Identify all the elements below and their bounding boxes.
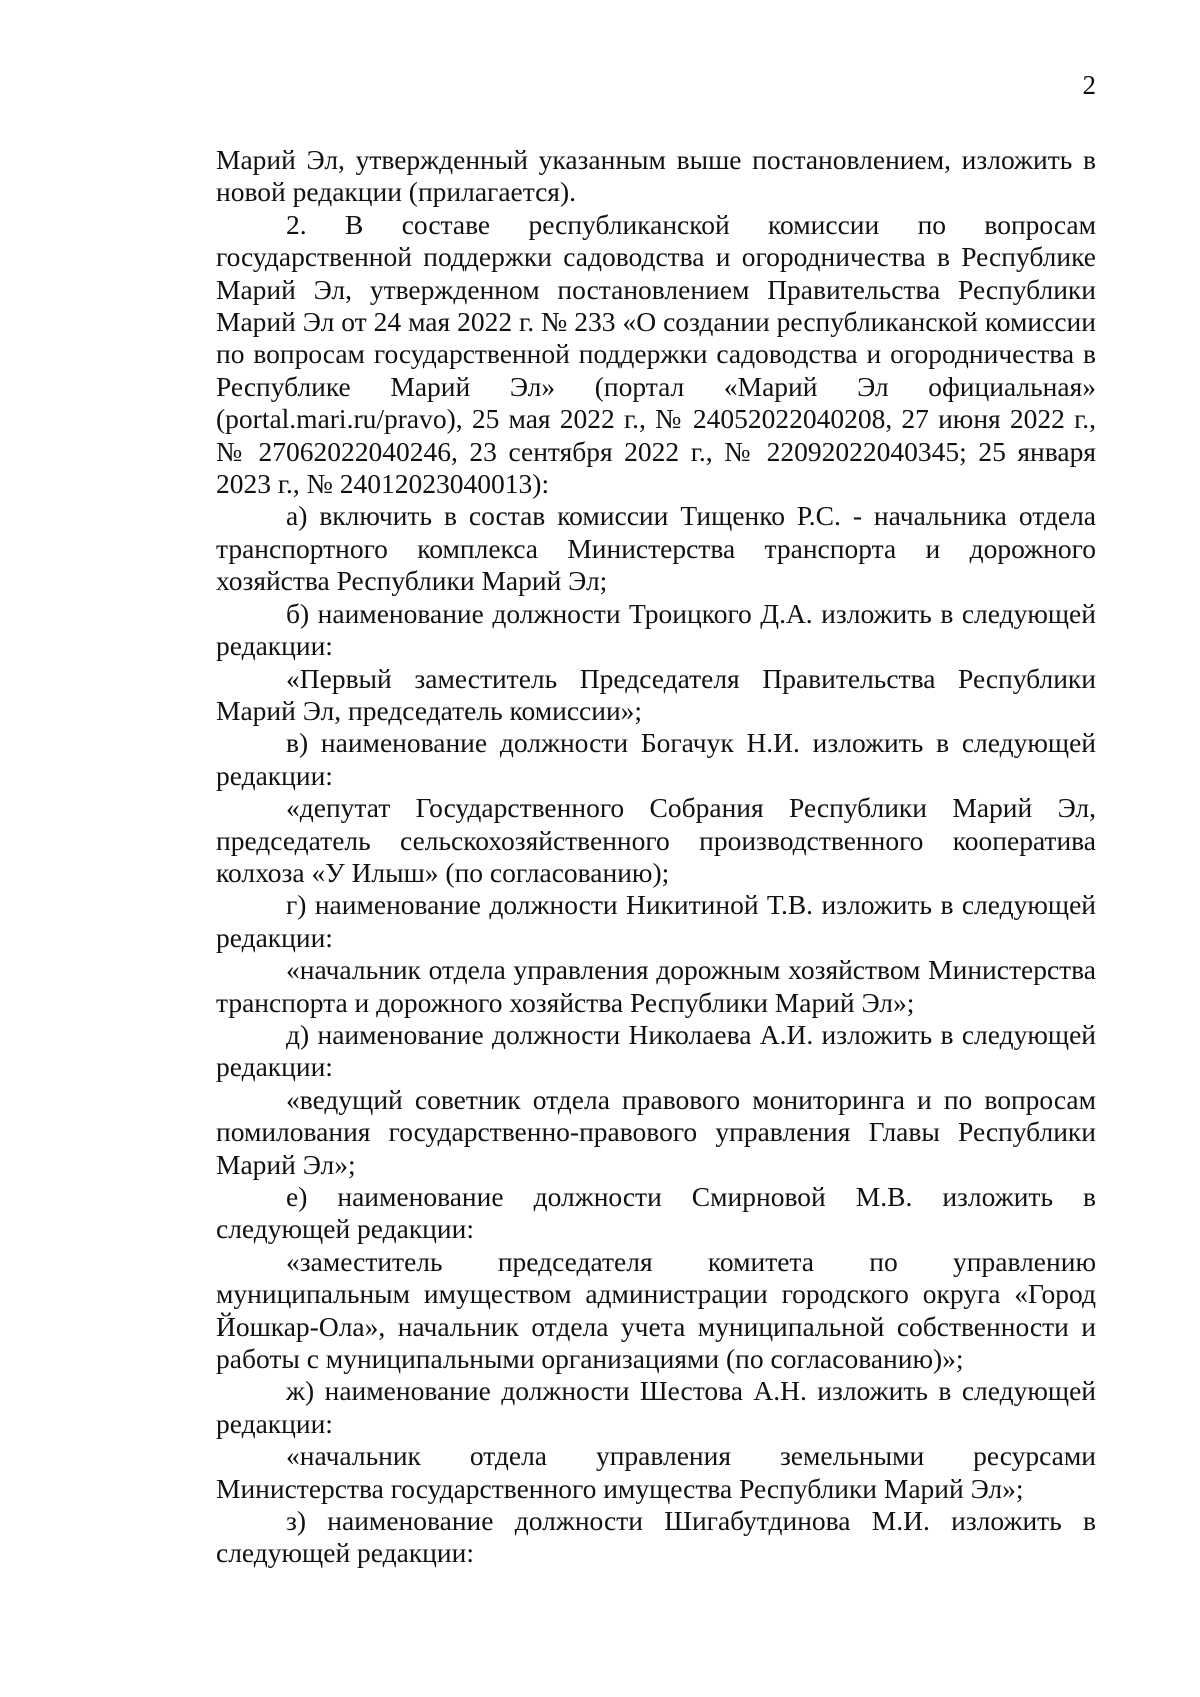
paragraph: е) наименование должности Смирновой М.В. изложить в следующей редакции: — [216, 1181, 1096, 1245]
paragraph: «заместитель председателя комитета по управлению муниципальным имуществом администрации городского округа «Город Йошкар-Ола», начальник отдела учета муниципальной собственности и работы с муниципальными организациями (по согласованию)»; — [216, 1245, 1096, 1375]
paragraph: з) наименование должности Шигабутдинова М.И. изложить в следующей редакции: — [216, 1505, 1096, 1569]
page-number: 2 — [1082, 70, 1096, 100]
paragraph: «депутат Государственного Собрания Республики Марий Эл, председатель сельскохозяйственного производственного кооператива колхоза «У Илыш» (по согласованию); — [216, 792, 1096, 888]
paragraph: 2. В составе республиканской комиссии по вопросам государственной поддержки садоводства и огородничества в Республике Марий Эл, утвержденном постановлением Правительства Республики Марий Эл от 24 мая 2022 г. № 233 «О создании республиканской комиссии по вопросам государственной поддержки садоводства и огородничества в Республике Марий Эл» (портал «Марий Эл официальная» (portal.mari.ru/pravo), 25 мая 2022 г., № 24052022040208, 27 июня 2022 г., № 27062022040246, 23 сентября 2022 г., № 22092022040345; 25 января 2023 г., № 24012023040013): — [216, 208, 1096, 500]
paragraph: ж) наименование должности Шестова А.Н. изложить в следующей редакции: — [216, 1375, 1096, 1439]
paragraph: «Первый заместитель Председателя Правительства Республики Марий Эл, председатель комиссии»; — [216, 662, 1096, 726]
paragraph: а) включить в состав комиссии Тищенко Р.С. - начальника отдела транспортного комплекса Министерства транспорта и дорожного хозяйства Республики Марий Эл; — [216, 500, 1096, 597]
document-body — [216, 144, 1096, 1570]
paragraph: в) наименование должности Богачук Н.И. изложить в следующей редакции: — [216, 727, 1096, 791]
paragraph: «начальник отдела управления дорожным хозяйством Министерства транспорта и дорожного хозяйства Республики Марий Эл»; — [216, 954, 1096, 1018]
paragraph: «начальник отдела управления земельными ресурсами Министерства государственного имущества Республики Марий Эл»; — [216, 1440, 1096, 1504]
paragraph: Марий Эл, утвержденный указанным выше постановлением, изложить в новой редакции (прилагается). — [216, 144, 1096, 208]
paragraph: д) наименование должности Николаева А.И. изложить в следующей редакции: — [216, 1018, 1096, 1083]
paragraph: б) наименование должности Троицкого Д.А. изложить в следующей редакции: — [216, 597, 1096, 662]
paragraph: «ведущий советник отдела правового мониторинга и по вопросам помилования государственно-правового управления Главы Республики Марий Эл»; — [216, 1083, 1096, 1180]
paragraph: г) наименование должности Никитиной Т.В. изложить в следующей редакции: — [216, 889, 1096, 953]
